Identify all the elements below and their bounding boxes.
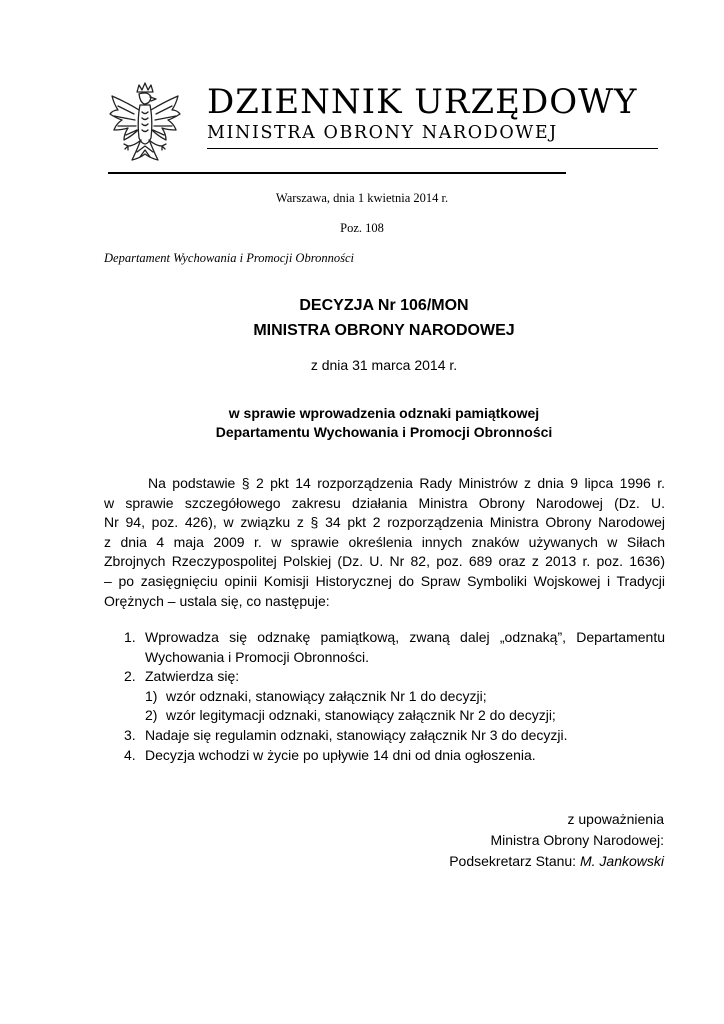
list-subitem: 2) wzór legitymacji odznaki, stanowiący załącznik Nr 2 do decyzji;: [145, 707, 556, 724]
signer-name: M. Jankowski: [579, 853, 664, 869]
list-item: 2. Zatwierdza się:: [124, 668, 240, 685]
decision-title: DECYZJA Nr 106/MON: [299, 297, 469, 314]
place-date: Warszawa, dnia 1 kwietnia 2014 r.: [275, 191, 449, 205]
decision-date: z dnia 31 marca 2014 r.: [310, 357, 458, 373]
position-number: Poz. 108: [340, 221, 384, 235]
preamble-line: w sprawie szczegółowego zakresu działania Ministra Obrony Narodowej (Dz. U.: [104, 494, 665, 511]
polish-eagle-emblem: [104, 80, 186, 176]
list-item: 3. Nadaje się regulamin odznaki, stanowiący załącznik Nr 3 do decyzji.: [124, 726, 568, 743]
department-name: Departament Wychowania i Promocji Obronności: [104, 251, 354, 265]
signature-authorization: z upoważnienia: [567, 811, 664, 827]
decision-provisions: [104, 628, 665, 765]
preamble-paragraph: [104, 474, 665, 611]
masthead-rule: [207, 148, 658, 149]
decision-issuer: MINISTRA OBRONY NARODOWEJ: [253, 322, 515, 339]
preamble-line: z dnia 4 maja 2009 r. w sprawie określenia innych znaków używanych w Siłach: [104, 533, 665, 550]
preamble-line: Na podstawie § 2 pkt 14 rozporządzenia Rady Ministrów z dnia 9 lipca 1996 r.: [148, 475, 665, 491]
preamble-line: – po zasięgnięciu opinii Komisji Historycznej do Spraw Symboliki Wojskowej i Tradycji: [104, 572, 665, 589]
preamble-line: Nr 94, poz. 426), w związku z § 34 pkt 2 rozporządzenia Ministra Obrony Narodowej: [104, 514, 665, 531]
signature-block: [264, 809, 664, 872]
signature-signer: Podsekretarz Stanu: M. Jankowski: [449, 853, 664, 869]
list-item: 4. Decyzja wchodzi w życie po upływie 14 dni od dnia ogłoszenia.: [124, 746, 536, 763]
signature-office: Ministra Obrony Narodowej:: [490, 832, 664, 848]
preamble-line: Orężnych – ustala się, co następuje:: [104, 592, 330, 609]
masthead-title: DZIENNIK URZĘDOWY: [207, 82, 638, 122]
decision-subject-line2: Departamentu Wychowania i Promocji Obronności: [215, 424, 553, 440]
header-divider: [108, 172, 566, 174]
preamble-line: Zbrojnych Rzeczypospolitej Polskiej (Dz. U. Nr 82, poz. 689 oraz z 2013 r. poz. 1636): [104, 553, 665, 570]
list-subitem: 1) wzór odznaki, stanowiący załącznik Nr 1 do decyzji;: [145, 687, 487, 704]
decision-subject-line1: w sprawie wprowadzenia odznaki pamiątkowej: [228, 405, 540, 421]
masthead-subtitle: MINISTRA OBRONY NARODOWEJ: [207, 123, 558, 143]
list-item: 1. Wprowadza się odznakę pamiątkową, zwaną dalej „odznaką”, Departamentu Wychowania i Promocji Obronności.: [124, 629, 665, 665]
